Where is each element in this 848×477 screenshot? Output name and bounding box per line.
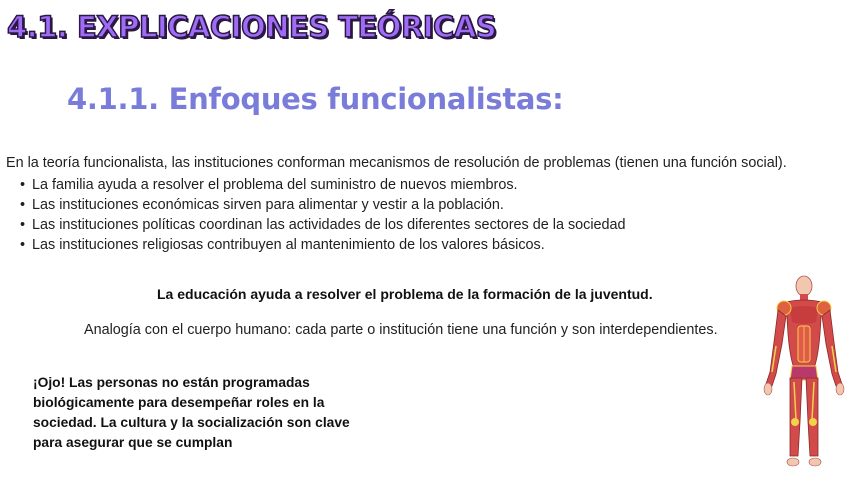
list-item: • Las instituciones religiosas contribuyen al mantenimiento de los valores básicos. xyxy=(20,235,626,255)
warning-note: ¡Ojo! Las personas no están programadas biológicamente para desempeñar roles en la sociedad. La cultura y la socialización son clave para asegurar que se cumplan xyxy=(33,375,350,450)
section-subtitle: 4.1.1. Enfoques funcionalistas: xyxy=(67,82,564,116)
list-item: • Las instituciones económicas sirven para alimentar y vestir a la población. xyxy=(20,195,626,215)
analogy-text: Analogía con el cuerpo humano: cada parte o institución tiene una función y son interdependientes. xyxy=(84,322,718,338)
human-muscle-anatomy-icon xyxy=(760,272,848,472)
institutions-list xyxy=(20,175,626,255)
page-title: 4.1. EXPLICACIONES TEÓRICAS xyxy=(7,10,497,44)
intro-text: En la teoría funcionalista, las instituciones conforman mecanismos de resolución de problemas (tienen una función social). xyxy=(6,155,787,171)
list-item: • Las instituciones políticas coordinan las actividades de los diferentes sectores de la sociedad xyxy=(20,215,626,235)
list-item: • La familia ayuda a resolver el problema del suministro de nuevos miembros. xyxy=(20,175,626,195)
education-highlight: La educación ayuda a resolver el problema de la formación de la juventud. xyxy=(157,286,653,302)
